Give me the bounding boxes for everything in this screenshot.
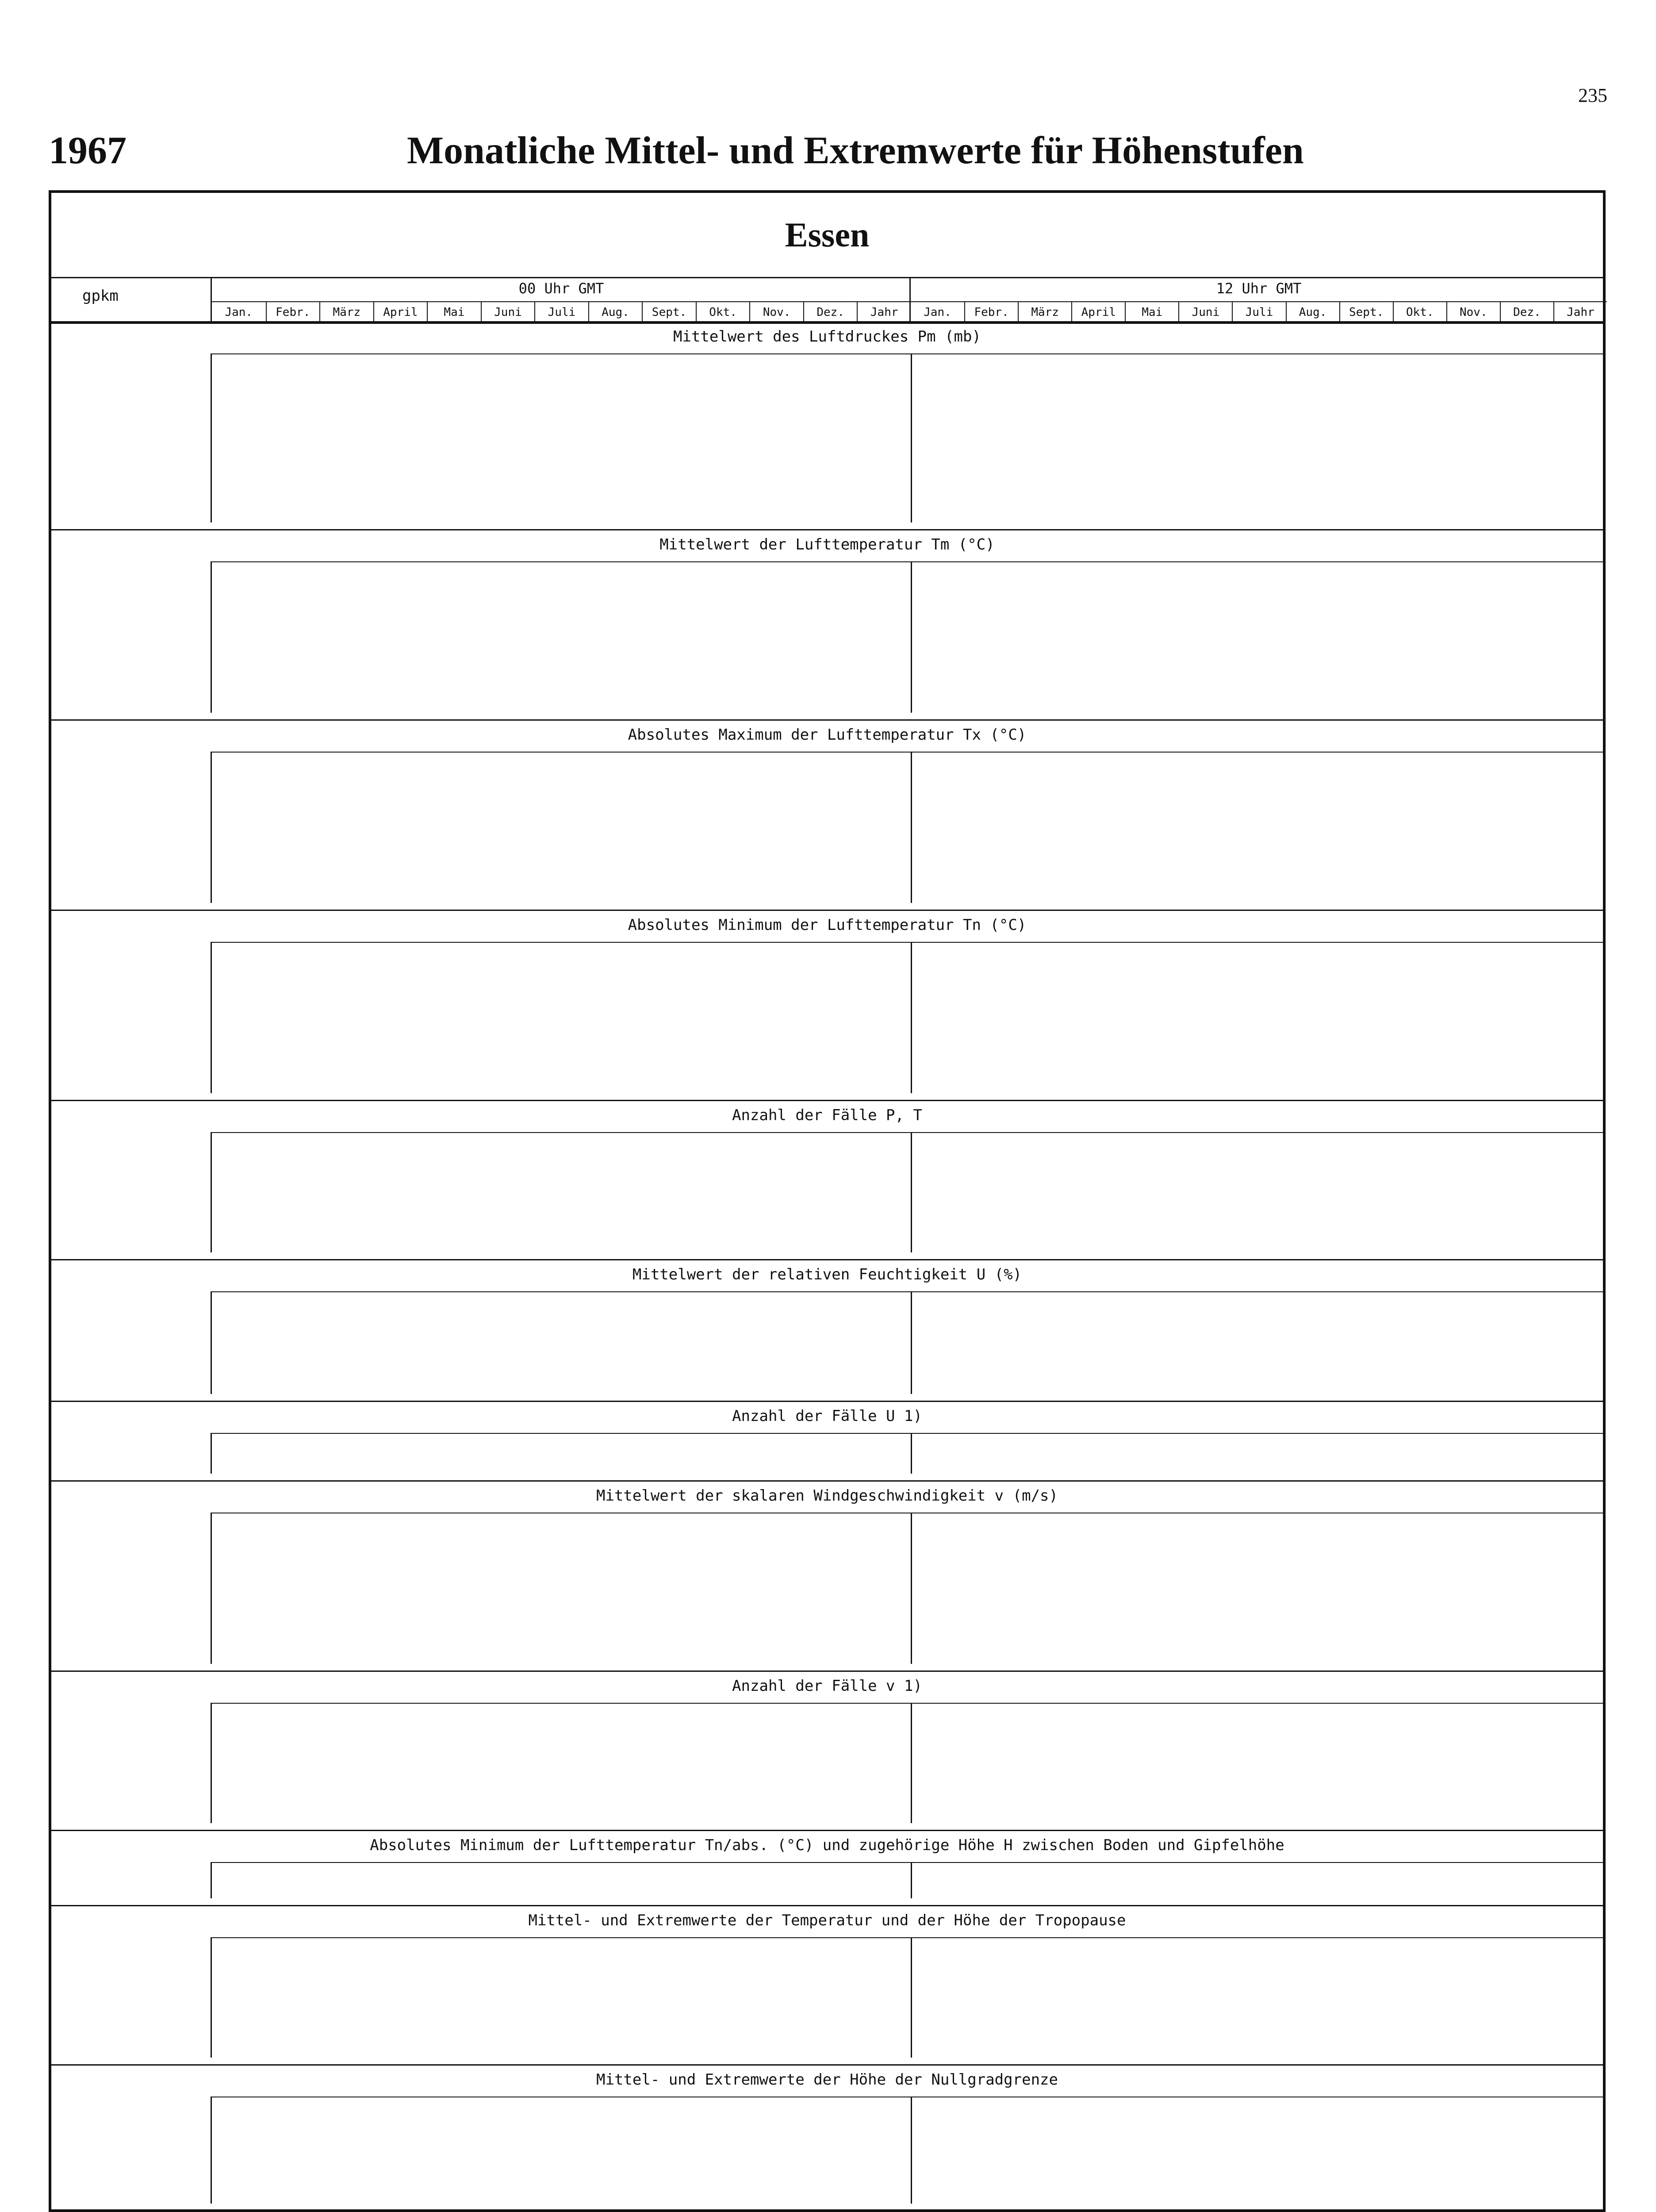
section-body bbox=[211, 1703, 1603, 1823]
month-label: Aug. bbox=[1286, 302, 1339, 323]
section-pressure bbox=[51, 321, 1603, 530]
section-wind-speed bbox=[51, 1480, 1603, 1672]
month-row-12 bbox=[911, 301, 1607, 323]
month-label: März bbox=[1018, 302, 1071, 323]
month-label: April bbox=[373, 302, 427, 323]
section-mean-temperature bbox=[51, 529, 1603, 721]
section-body bbox=[211, 1937, 1603, 2058]
section-count-pt bbox=[51, 1100, 1603, 1260]
section-title: Absolutes Maximum der Lufttemperatur Tx (°C) bbox=[628, 726, 1027, 744]
month-label: Jahr bbox=[1553, 302, 1607, 323]
section-title: Absolutes Minimum der Lufttemperatur Tn/abs. (°C) und zugehörige Höhe H zwischen Boden und Gipfelhöhe bbox=[370, 1836, 1284, 1854]
month-label: Febr. bbox=[964, 302, 1018, 323]
month-label: Mai bbox=[427, 302, 481, 323]
month-label: Sept. bbox=[1339, 302, 1393, 323]
section-title: Absolutes Minimum der Lufttemperatur Tn (°C) bbox=[628, 916, 1027, 934]
month-label: Dez. bbox=[1500, 302, 1553, 323]
section-body bbox=[211, 1513, 1603, 1664]
month-label: Jahr bbox=[857, 302, 911, 323]
section-title: Mittel- und Extremwerte der Höhe der Nullgradgrenze bbox=[596, 2071, 1058, 2089]
section-title: Anzahl der Fälle U 1) bbox=[732, 1407, 922, 1425]
group-00-uhr bbox=[211, 278, 911, 323]
section-body bbox=[211, 353, 1603, 522]
section-max-temperature bbox=[51, 719, 1603, 911]
month-row-00 bbox=[212, 301, 911, 323]
section-body bbox=[211, 1132, 1603, 1252]
group-12-uhr bbox=[909, 278, 1607, 323]
month-label: April bbox=[1071, 302, 1125, 323]
section-body bbox=[211, 2097, 1603, 2204]
section-tropopause bbox=[51, 1905, 1603, 2066]
month-label: Dez. bbox=[803, 302, 857, 323]
section-body bbox=[211, 1862, 1603, 1898]
month-label: Nov. bbox=[749, 302, 803, 323]
month-label: März bbox=[319, 302, 373, 323]
section-title: Mittel- und Extremwerte der Temperatur und der Höhe der Tropopause bbox=[528, 1912, 1126, 1929]
section-min-temperature bbox=[51, 910, 1603, 1101]
section-title: Mittelwert der skalaren Windgeschwindigkeit v (m/s) bbox=[596, 1487, 1058, 1505]
month-label: Febr. bbox=[266, 302, 320, 323]
section-abs-min-height bbox=[51, 1830, 1603, 1906]
column-header bbox=[51, 277, 1603, 324]
header-year: 1967 bbox=[49, 129, 126, 172]
section-body bbox=[211, 1291, 1603, 1394]
group-12-label: 12 Uhr GMT bbox=[1216, 280, 1302, 297]
section-body bbox=[211, 942, 1603, 1093]
section-count-v bbox=[51, 1671, 1603, 1831]
station-name: Essen bbox=[785, 215, 870, 254]
month-label: Nov. bbox=[1446, 302, 1500, 323]
section-title: Mittelwert des Luftdruckes Pm (mb) bbox=[673, 328, 981, 346]
section-title: Mittelwert der Lufttemperatur Tm (°C) bbox=[659, 536, 995, 553]
month-label: Juli bbox=[1232, 302, 1285, 323]
month-label: Sept. bbox=[642, 302, 696, 323]
section-body bbox=[211, 1433, 1603, 1474]
section-count-u bbox=[51, 1401, 1603, 1482]
section-title: Mittelwert der relativen Feuchtigkeit U (%) bbox=[632, 1266, 1022, 1283]
month-label: Juli bbox=[534, 302, 588, 323]
month-label: Aug. bbox=[588, 302, 642, 323]
month-label: Jan. bbox=[924, 306, 951, 319]
section-body bbox=[211, 561, 1603, 713]
section-humidity bbox=[51, 1259, 1603, 1402]
section-title: Anzahl der Fälle v 1) bbox=[732, 1677, 922, 1695]
month-label: Mai bbox=[1125, 302, 1178, 323]
group-00-label: 00 Uhr GMT bbox=[518, 280, 604, 297]
data-table-frame bbox=[49, 190, 1606, 2212]
header-title: Monatliche Mittel- und Extremwerte für Höhenstufen bbox=[407, 129, 1304, 172]
section-title: Anzahl der Fälle P, T bbox=[732, 1106, 922, 1124]
section-body bbox=[211, 752, 1603, 903]
month-label: Juni bbox=[481, 302, 535, 323]
month-label: Okt. bbox=[1393, 302, 1446, 323]
month-label: Jan. bbox=[225, 306, 253, 319]
month-label: Okt. bbox=[696, 302, 750, 323]
month-label: Juni bbox=[1178, 302, 1232, 323]
section-freezing-level bbox=[51, 2064, 1603, 2212]
page-number: 235 bbox=[1578, 84, 1607, 106]
gpkm-label: gpkm bbox=[82, 287, 119, 305]
